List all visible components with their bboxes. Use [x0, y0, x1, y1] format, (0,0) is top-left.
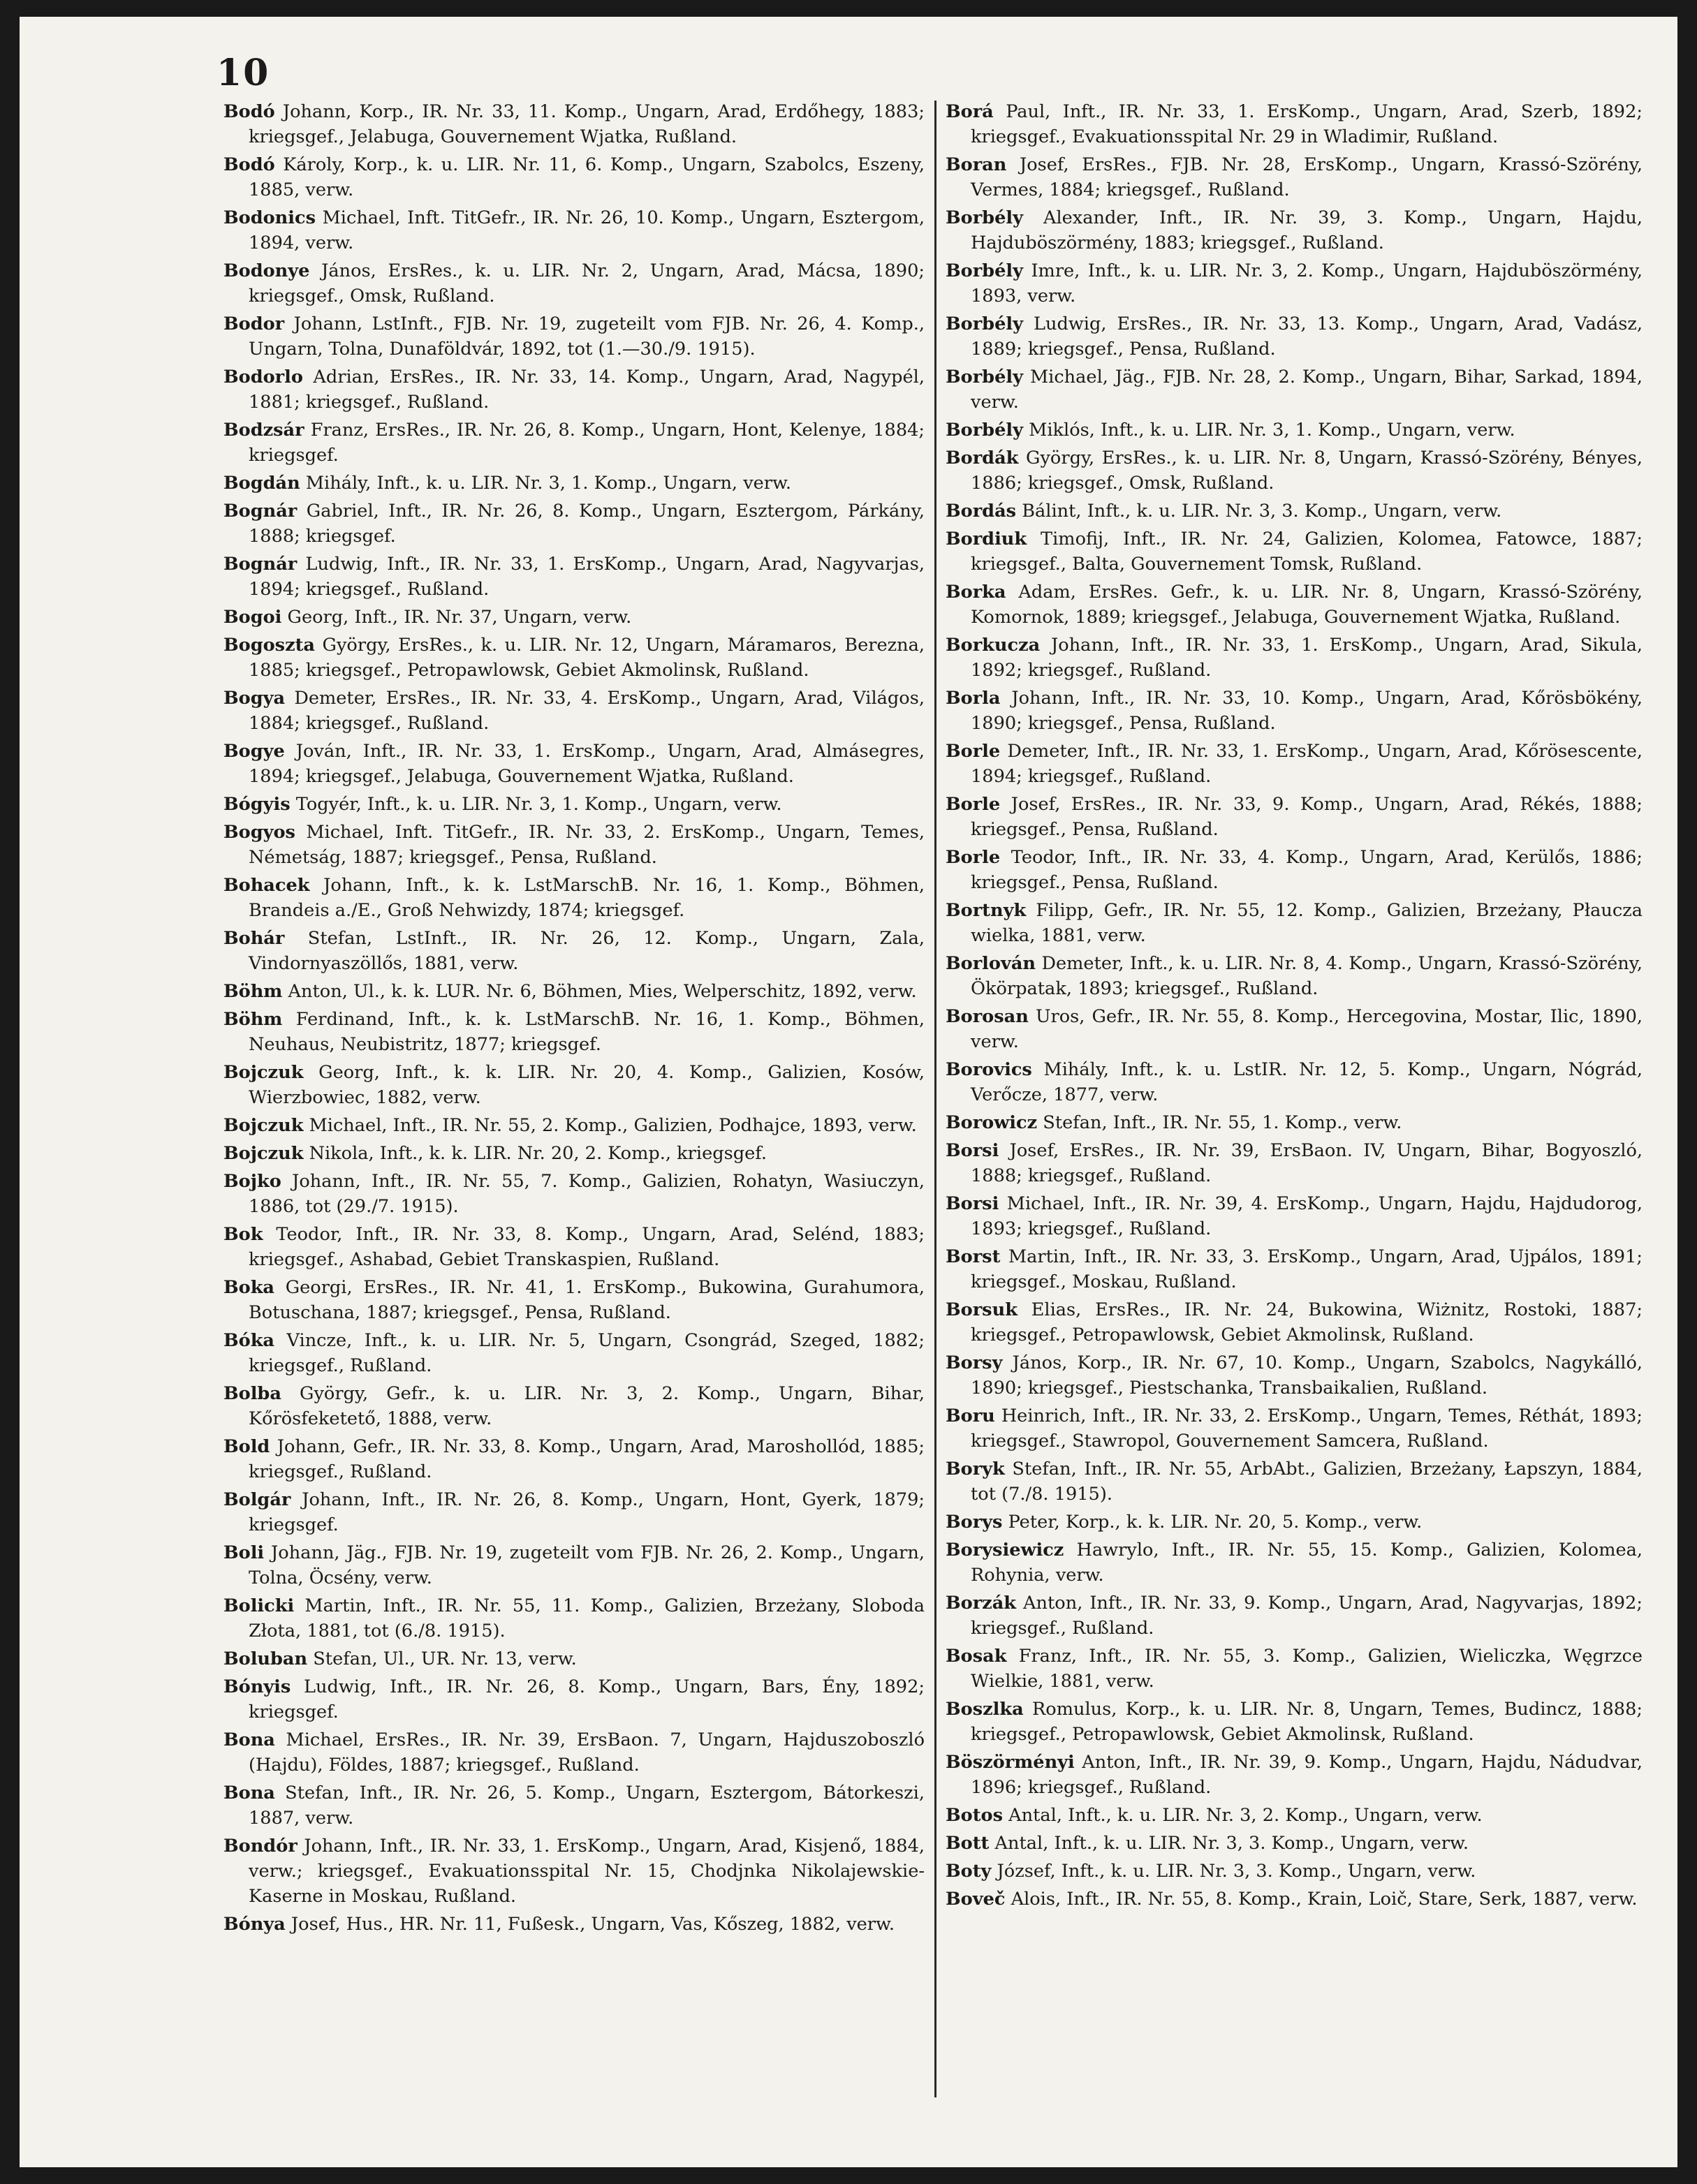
right-column — [946, 99, 1643, 1914]
list-item — [946, 1403, 1643, 1454]
list-item — [223, 1434, 925, 1484]
list-item — [946, 1244, 1643, 1294]
entry-details: Demeter, ErsRes., IR. Nr. 33, 4. ErsKomp., Ungarn, Arad, Világos, 1884; kriegsgef., Rußland. — [249, 688, 925, 734]
entry-details: Antal, Inft., k. u. LIR. Nr. 3, 2. Komp., Ungarn, verw. — [1008, 1805, 1483, 1826]
list-item — [223, 1727, 925, 1778]
entry-surname: Bodó — [223, 101, 275, 122]
entry-details: Ferdinand, Inft., k. k. LstMarschB. Nr. 16, 1. Komp., Böhmen, Neuhaus, Neubistritz, 1877; kriegsgef. — [249, 1009, 925, 1055]
entry-surname: Boli — [223, 1542, 265, 1563]
list-item — [946, 499, 1643, 524]
entry-details: Josef, ErsRes., FJB. Nr. 28, ErsKomp., Ungarn, Krassó-Szörény, Vermes, 1884; kriegsgef., Rußland. — [971, 154, 1643, 200]
entry-surname: Bordiuk — [946, 529, 1027, 549]
entry-surname: Bona — [223, 1783, 275, 1803]
list-item — [946, 258, 1643, 309]
list-item — [223, 1540, 925, 1591]
entry-details: Martin, Inft., IR. Nr. 55, 11. Komp., Galizien, Brzeżany, Sloboda Złota, 1881, tot (6./8. 1915). — [249, 1595, 925, 1641]
column-divider — [934, 101, 936, 2097]
list-item — [946, 99, 1643, 149]
entry-details: Bálint, Inft., k. u. LIR. Nr. 3, 3. Komp., Ungarn, verw. — [1022, 501, 1502, 522]
entry-surname: Borsi — [946, 1140, 999, 1161]
list-item — [223, 499, 925, 549]
list-item — [223, 471, 925, 496]
entry-details: Anton, Ul., k. k. LUR. Nr. 6, Böhmen, Mies, Welperschitz, 1892, verw. — [288, 981, 917, 1002]
entry-details: Jován, Inft., IR. Nr. 33, 1. ErsKomp., Ungarn, Arad, Almásegres, 1894; kriegsgef., Jelabuga, Gouvernement Wjatka, Rußland. — [249, 741, 925, 787]
entry-details: Elias, ErsRes., IR. Nr. 24, Bukowina, Wiżnitz, Rostoki, 1887; kriegsgef., Petropawlowsk, Gebiet Akmolinsk, Rußland. — [971, 1299, 1643, 1345]
entry-surname: Bodzsár — [223, 420, 304, 441]
entry-surname: Bognár — [223, 554, 297, 575]
list-item — [946, 739, 1643, 789]
list-item — [223, 1674, 925, 1725]
list-item — [223, 633, 925, 683]
entry-details: Anton, Inft., IR. Nr. 33, 9. Komp., Ungarn, Arad, Nagyvarjas, 1892; kriegsgef., Rußland. — [971, 1593, 1643, 1639]
entry-surname: Bogyos — [223, 822, 295, 843]
entry-surname: Borla — [946, 688, 1001, 709]
entry-surname: Bónyis — [223, 1676, 291, 1697]
entry-details: Antal, Inft., k. u. LIR. Nr. 3, 3. Komp., Ungarn, verw. — [994, 1833, 1469, 1854]
entry-details: Miklós, Inft., k. u. LIR. Nr. 3, 1. Komp., Ungarn, verw. — [1029, 420, 1515, 441]
list-item — [223, 1007, 925, 1057]
list-item — [223, 1141, 925, 1166]
list-item — [223, 152, 925, 202]
entry-details: Demeter, Inft., k. u. LIR. Nr. 8, 4. Komp., Ungarn, Krassó-Szörény, Ökörpatak, 1893; kriegsgef., Rußland. — [971, 953, 1643, 999]
list-item — [223, 926, 925, 976]
entry-surname: Borsy — [946, 1352, 1003, 1373]
list-item — [223, 1060, 925, 1110]
list-item — [946, 1057, 1643, 1107]
list-item — [946, 1297, 1643, 1348]
list-item — [946, 364, 1643, 415]
entry-details: Károly, Korp., k. u. LIR. Nr. 11, 6. Komp., Ungarn, Szabolcs, Eszeny, 1885, verw. — [249, 154, 925, 200]
list-item — [223, 1275, 925, 1325]
entry-surname: Bógyis — [223, 794, 291, 815]
entry-details: Teodor, Inft., IR. Nr. 33, 8. Komp., Ungarn, Arad, Selénd, 1883; kriegsgef., Ashabad, Gebiet Transkaspien, Rußland. — [249, 1224, 925, 1270]
entry-surname: Bojczuk — [223, 1143, 304, 1164]
entry-details: Johann, Jäg., FJB. Nr. 19, zugeteilt vom FJB. Nr. 26, 2. Komp., Ungarn, Tolna, Öcsény, verw. — [249, 1542, 925, 1588]
entry-surname: Boty — [946, 1861, 992, 1882]
list-item — [946, 526, 1643, 577]
entry-details: Josef, ErsRes., IR. Nr. 39, ErsBaon. IV, Ungarn, Bihar, Bogyoszló, 1888; kriegsgef., Rußland. — [971, 1140, 1643, 1186]
entry-surname: Boszlka — [946, 1699, 1024, 1720]
list-item — [223, 792, 925, 817]
entry-details: József, Inft., k. u. LIR. Nr. 3, 3. Komp., Ungarn, verw. — [997, 1861, 1476, 1882]
entry-details: Georg, Inft., k. k. LIR. Nr. 20, 4. Komp., Galizien, Kosów, Wierzbowiec, 1882, verw. — [249, 1062, 925, 1108]
entry-details: János, ErsRes., k. u. LIR. Nr. 2, Ungarn, Arad, Mácsa, 1890; kriegsgef., Omsk, Rußland. — [249, 260, 925, 307]
entry-surname: Borosan — [946, 1006, 1029, 1027]
list-item — [223, 258, 925, 309]
entry-details: Alois, Inft., IR. Nr. 55, 8. Komp., Krain, Loič, Stare, Serk, 1887, verw. — [1011, 1889, 1638, 1910]
entry-details: Michael, Inft. TitGefr., IR. Nr. 33, 2. ErsKomp., Ungarn, Temes, Németság, 1887; kriegsgef., Pensa, Rußland. — [249, 822, 925, 868]
list-item — [946, 898, 1643, 948]
entry-surname: Borle — [946, 741, 1001, 762]
entry-details: Paul, Inft., IR. Nr. 33, 1. ErsKomp., Ungarn, Arad, Szerb, 1892; kriegsgef., Evakuationsspital Nr. 29 in Wladimir, Rußland. — [971, 101, 1643, 147]
entry-surname: Borbély — [946, 207, 1023, 228]
entry-details: Adam, ErsRes. Gefr., k. u. LIR. Nr. 8, Ungarn, Krassó-Szörény, Komornok, 1889; kriegsgef., Jelabuga, Gouvernement Wjatka, Rußland. — [971, 582, 1643, 628]
entry-surname: Bordás — [946, 501, 1017, 522]
entry-details: György, ErsRes., k. u. LIR. Nr. 12, Ungarn, Máramaros, Berezna, 1885; kriegsgef., Petropawlowsk, Gebiet Akmolinsk, Rußland. — [249, 635, 925, 681]
entry-surname: Bodonics — [223, 207, 316, 228]
list-item — [946, 418, 1643, 443]
entry-surname: Bojczuk — [223, 1115, 304, 1136]
list-item — [223, 552, 925, 602]
entry-surname: Borbély — [946, 313, 1023, 334]
entry-surname: Borbély — [946, 260, 1023, 281]
list-item — [946, 1004, 1643, 1054]
entry-surname: Bogdán — [223, 473, 300, 494]
entry-surname: Botos — [946, 1805, 1004, 1826]
entry-details: Michael, Inft., IR. Nr. 55, 2. Komp., Galizien, Podhajce, 1893, verw. — [309, 1115, 917, 1136]
entry-surname: Bosak — [946, 1646, 1007, 1667]
list-item — [946, 1591, 1643, 1641]
entry-details: Franz, ErsRes., IR. Nr. 26, 8. Komp., Ungarn, Hont, Kelenye, 1884; kriegsgef. — [249, 420, 925, 466]
entry-surname: Boluban — [223, 1648, 308, 1669]
list-item — [223, 1169, 925, 1219]
list-item — [946, 1750, 1643, 1800]
entry-surname: Borovics — [946, 1059, 1032, 1080]
entry-surname: Bogoi — [223, 607, 282, 628]
entry-details: Imre, Inft., k. u. LIR. Nr. 3, 2. Komp., Ungarn, Hajduböszörmény, 1893, verw. — [971, 260, 1643, 307]
entry-surname: Borsi — [946, 1193, 999, 1214]
entry-surname: Borowicz — [946, 1112, 1038, 1133]
entry-details: Mihály, Inft., k. u. LIR. Nr. 3, 1. Komp., Ungarn, verw. — [305, 473, 792, 494]
entry-details: Anton, Inft., IR. Nr. 39, 9. Komp., Ungarn, Hajdu, Nádudvar, 1896; kriegsgef., Rußland. — [971, 1752, 1643, 1798]
entry-surname: Borlován — [946, 953, 1036, 974]
list-item — [223, 99, 925, 149]
entry-surname: Borle — [946, 794, 1001, 815]
list-item — [946, 1887, 1643, 1912]
entry-details: Mihály, Inft., k. u. LstIR. Nr. 12, 5. Komp., Ungarn, Nógrád, Verőcze, 1877, verw. — [971, 1059, 1643, 1105]
entry-details: Johann, Inft., IR. Nr. 33, 1. ErsKomp., Ungarn, Arad, Kisjenő, 1884, verw.; kriegsgef., Evakuationsspital Nr. 15, Chodjnka Nikolajewskie-Kaserne in Moskau, Rußland. — [249, 1836, 925, 1907]
list-item — [946, 1537, 1643, 1588]
entry-surname: Bold — [223, 1436, 270, 1457]
list-item — [223, 979, 925, 1004]
list-item — [223, 1833, 925, 1909]
entry-surname: Borbély — [946, 367, 1023, 388]
entry-details: Martin, Inft., IR. Nr. 33, 3. ErsKomp., Ungarn, Arad, Ujpálos, 1891; kriegsgef., Moskau, Rußland. — [971, 1246, 1643, 1292]
list-item — [946, 686, 1643, 736]
entry-surname: Borysiewicz — [946, 1540, 1064, 1560]
entry-surname: Bojko — [223, 1171, 281, 1192]
list-item — [223, 873, 925, 923]
entry-surname: Boru — [946, 1405, 995, 1426]
entry-surname: Borkucza — [946, 635, 1041, 656]
entry-details: Togyér, Inft., k. u. LIR. Nr. 3, 1. Komp., Ungarn, verw. — [295, 794, 782, 815]
entry-surname: Boveč — [946, 1889, 1006, 1910]
entry-surname: Boran — [946, 154, 1007, 175]
document-page — [20, 17, 1677, 2167]
list-item — [223, 418, 925, 468]
page-number: 10 — [216, 52, 270, 94]
entry-details: Johann, Inft., IR. Nr. 33, 10. Komp., Ungarn, Arad, Kőrösbökény, 1890; kriegsgef., Pensa, Rußland. — [971, 688, 1643, 734]
entry-details: Ludwig, Inft., IR. Nr. 26, 8. Komp., Ungarn, Bars, Ény, 1892; kriegsgef. — [249, 1676, 925, 1722]
entry-surname: Bodorlo — [223, 367, 303, 388]
list-item — [223, 1593, 925, 1644]
entry-details: Johann, Inft., IR. Nr. 33, 1. ErsKomp., Ungarn, Arad, Sikula, 1892; kriegsgef., Rußland. — [971, 635, 1643, 681]
entry-details: Johann, Gefr., IR. Nr. 33, 8. Komp., Ungarn, Arad, Maroshollód, 1885; kriegsgef., Rußland. — [249, 1436, 925, 1482]
entry-surname: Böhm — [223, 1009, 283, 1030]
entry-details: Josef, ErsRes., IR. Nr. 33, 9. Komp., Ungarn, Arad, Rékés, 1888; kriegsgef., Pensa, Rußland. — [971, 794, 1643, 840]
entry-surname: Bordák — [946, 448, 1019, 468]
list-item — [946, 580, 1643, 630]
list-item — [223, 364, 925, 415]
entry-details: Stefan, Ul., UR. Nr. 13, verw. — [313, 1648, 577, 1669]
list-item — [946, 1644, 1643, 1694]
list-item — [223, 1222, 925, 1272]
entry-surname: Bohár — [223, 928, 285, 949]
entry-details: Vincze, Inft., k. u. LIR. Nr. 5, Ungarn, Csongrád, Szeged, 1882; kriegsgef., Rußland. — [249, 1330, 925, 1376]
entry-details: Johann, Korp., IR. Nr. 33, 11. Komp., Ungarn, Arad, Erdőhegy, 1883; kriegsgef., Jelabuga, Gouvernement Wjatka, Rußland. — [249, 101, 925, 147]
list-item — [223, 205, 925, 256]
entry-surname: Bónya — [223, 1914, 286, 1935]
entry-surname: Bóka — [223, 1330, 275, 1351]
entry-surname: Böszörményi — [946, 1752, 1075, 1773]
list-item — [946, 1350, 1643, 1401]
list-item — [223, 739, 925, 789]
entry-details: Stefan, Inft., IR. Nr. 55, 1. Komp., verw. — [1043, 1112, 1402, 1133]
list-item — [946, 1138, 1643, 1188]
entry-details: Michael, Inft. TitGefr., IR. Nr. 26, 10. Komp., Ungarn, Esztergom, 1894, verw. — [249, 207, 925, 253]
entry-surname: Bolba — [223, 1383, 281, 1404]
entry-surname: Bortnyk — [946, 900, 1027, 921]
list-item — [223, 686, 925, 736]
entry-surname: Borle — [946, 847, 1001, 868]
entry-details: Uros, Gefr., IR. Nr. 55, 8. Komp., Hercegovina, Mostar, Ilic, 1890, verw. — [971, 1006, 1643, 1052]
list-item — [946, 152, 1643, 202]
entry-details: Teodor, Inft., IR. Nr. 33, 4. Komp., Ungarn, Arad, Kerülős, 1886; kriegsgef., Pensa, Rußland. — [971, 847, 1643, 893]
entry-details: János, Korp., IR. Nr. 67, 10. Komp., Ungarn, Szabolcs, Nagykálló, 1890; kriegsgef., Piestschanka, Transbaikalien, Rußland. — [971, 1352, 1643, 1399]
list-item — [223, 1113, 925, 1138]
entry-details: Alexander, Inft., IR. Nr. 39, 3. Komp., Ungarn, Hajdu, Hajduböszörmény, 1883; kriegsgef., Rußland. — [971, 207, 1643, 253]
entry-details: Gabriel, Inft., IR. Nr. 26, 8. Komp., Ungarn, Esztergom, Párkány, 1888; kriegsgef. — [249, 501, 925, 547]
entry-details: Timofij, Inft., IR. Nr. 24, Galizien, Kolomea, Fatowce, 1887; kriegsgef., Balta, Gouvernement Tomsk, Rußland. — [971, 529, 1643, 575]
entry-surname: Bohacek — [223, 875, 310, 896]
entry-details: Hawrylo, Inft., IR. Nr. 55, 15. Komp., Galizien, Kolomea, Rohynia, verw. — [971, 1540, 1643, 1586]
entry-surname: Bognár — [223, 501, 297, 522]
entry-surname: Bodonye — [223, 260, 310, 281]
list-item — [946, 311, 1643, 362]
entry-details: Stefan, Inft., IR. Nr. 55, ArbAbt., Galizien, Brzeżany, Łapszyn, 1884, tot (7./8. 1915). — [971, 1459, 1643, 1505]
list-item — [946, 1831, 1643, 1856]
list-item — [946, 1697, 1643, 1747]
entry-details: Josef, Hus., HR. Nr. 11, Fußesk., Ungarn, Vas, Kőszeg, 1882, verw. — [291, 1914, 895, 1935]
list-item — [223, 605, 925, 630]
entry-details: Ludwig, Inft., IR. Nr. 33, 1. ErsKomp., Ungarn, Arad, Nagyvarjas, 1894; kriegsgef., Rußland. — [249, 554, 925, 600]
list-item — [223, 1646, 925, 1672]
entry-surname: Borá — [946, 101, 994, 122]
list-item — [946, 1510, 1643, 1535]
entry-details: Michael, Inft., IR. Nr. 39, 4. ErsKomp., Ungarn, Hajdu, Hajdudorog, 1893; kriegsgef., Rußland. — [971, 1193, 1643, 1239]
entry-surname: Bojczuk — [223, 1062, 304, 1083]
entry-details: Georg, Inft., IR. Nr. 37, Ungarn, verw. — [287, 607, 632, 628]
list-item — [946, 1191, 1643, 1241]
entry-surname: Bodó — [223, 154, 275, 175]
entry-details: Romulus, Korp., k. u. LIR. Nr. 8, Ungarn, Temes, Budincz, 1888; kriegsgef., Petropawlowsk, Gebiet Akmolinsk, Rußland. — [971, 1699, 1643, 1745]
list-item — [223, 1912, 925, 1937]
entry-details: Ludwig, ErsRes., IR. Nr. 33, 13. Komp., Ungarn, Arad, Vadász, 1889; kriegsgef., Pensa, Rußland. — [971, 313, 1643, 360]
list-item — [946, 205, 1643, 256]
entry-surname: Borka — [946, 582, 1006, 603]
list-item — [223, 1487, 925, 1537]
entry-details: Franz, Inft., IR. Nr. 55, 3. Komp., Galizien, Wieliczka, Węgrzce Wielkie, 1881, verw. — [971, 1646, 1643, 1692]
entry-details: Filipp, Gefr., IR. Nr. 55, 12. Komp., Galizien, Brzeżany, Płaucza wielka, 1881, verw. — [971, 900, 1643, 946]
left-column — [223, 99, 925, 1940]
list-item — [946, 1859, 1643, 1884]
entry-surname: Bogya — [223, 688, 286, 709]
entry-surname: Bona — [223, 1729, 275, 1750]
entry-surname: Bodor — [223, 313, 285, 334]
entry-details: Stefan, LstInft., IR. Nr. 26, 12. Komp., Ungarn, Zala, Vindornyaszöllős, 1881, verw. — [249, 928, 925, 974]
entry-details: Demeter, Inft., IR. Nr. 33, 1. ErsKomp., Ungarn, Arad, Kőrösescente, 1894; kriegsgef., Rußland. — [971, 741, 1643, 787]
entry-surname: Böhm — [223, 981, 283, 1002]
entry-surname: Bogye — [223, 741, 285, 762]
entry-surname: Borzák — [946, 1593, 1017, 1614]
list-item — [946, 1803, 1643, 1828]
entry-details: Johann, Inft., IR. Nr. 55, 7. Komp., Galizien, Rohatyn, Wasiuczyn, 1886, tot (29./7. 1915). — [249, 1171, 925, 1217]
entry-details: Peter, Korp., k. k. LIR. Nr. 20, 5. Komp., verw. — [1008, 1512, 1423, 1533]
list-item — [946, 845, 1643, 895]
entry-details: Stefan, Inft., IR. Nr. 26, 5. Komp., Ungarn, Esztergom, Bátorkeszi, 1887, verw. — [249, 1783, 925, 1829]
list-item — [223, 1328, 925, 1378]
entry-surname: Boryk — [946, 1459, 1005, 1480]
entry-details: Johann, Inft., k. k. LstMarschB. Nr. 16, 1. Komp., Böhmen, Brandeis a./E., Groß Nehwizdy, 1874; kriegsgef. — [249, 875, 925, 921]
list-item — [223, 1381, 925, 1431]
entry-surname: Bok — [223, 1224, 263, 1245]
list-item — [946, 633, 1643, 683]
entry-surname: Bogoszta — [223, 635, 316, 656]
entry-details: Heinrich, Inft., IR. Nr. 33, 2. ErsKomp., Ungarn, Temes, Réthát, 1893; kriegsgef., Stawropol, Gouvernement Samcera, Rußland. — [971, 1405, 1643, 1452]
list-item — [946, 951, 1643, 1001]
entry-details: Michael, ErsRes., IR. Nr. 39, ErsBaon. 7, Ungarn, Hajduszoboszló (Hajdu), Földes, 1887; kriegsgef., Rußland. — [249, 1729, 925, 1776]
list-item — [223, 311, 925, 362]
entry-surname: Boka — [223, 1277, 275, 1298]
entry-details: György, ErsRes., k. u. LIR. Nr. 8, Ungarn, Krassó-Szörény, Bényes, 1886; kriegsgef., Omsk, Rußland. — [971, 448, 1643, 494]
entry-details: Nikola, Inft., k. k. LIR. Nr. 20, 2. Komp., kriegsgef. — [309, 1143, 767, 1164]
entry-details: Adrian, ErsRes., IR. Nr. 33, 14. Komp., Ungarn, Arad, Nagypél, 1881; kriegsgef., Rußland. — [249, 367, 925, 413]
entry-surname: Bolgár — [223, 1489, 291, 1510]
entry-surname: Borst — [946, 1246, 1001, 1267]
entry-surname: Borbély — [946, 420, 1023, 441]
list-item — [946, 1456, 1643, 1507]
entry-details: Georgi, ErsRes., IR. Nr. 41, 1. ErsKomp., Bukowina, Gurahumora, Botuschana, 1887; kriegsgef., Pensa, Rußland. — [249, 1277, 925, 1323]
list-item — [946, 792, 1643, 842]
entry-details: György, Gefr., k. u. LIR. Nr. 3, 2. Komp., Ungarn, Bihar, Kőrösfeketető, 1888, verw. — [249, 1383, 925, 1429]
entry-surname: Borsuk — [946, 1299, 1018, 1320]
list-item — [223, 1780, 925, 1831]
entry-details: Johann, Inft., IR. Nr. 26, 8. Komp., Ungarn, Hont, Gyerk, 1879; kriegsgef. — [249, 1489, 925, 1535]
entry-surname: Bondór — [223, 1836, 297, 1857]
entry-details: Johann, LstInft., FJB. Nr. 19, zugeteilt vom FJB. Nr. 26, 4. Komp., Ungarn, Tolna, Dunaföldvár, 1892, tot (1.—30./9. 1915). — [249, 313, 925, 360]
entry-surname: Borys — [946, 1512, 1003, 1533]
entry-surname: Bolicki — [223, 1595, 295, 1616]
list-item — [223, 820, 925, 870]
entry-surname: Bott — [946, 1833, 990, 1854]
list-item — [946, 445, 1643, 496]
list-item — [946, 1110, 1643, 1135]
entry-details: Michael, Jäg., FJB. Nr. 28, 2. Komp., Ungarn, Bihar, Sarkad, 1894, verw. — [971, 367, 1643, 413]
